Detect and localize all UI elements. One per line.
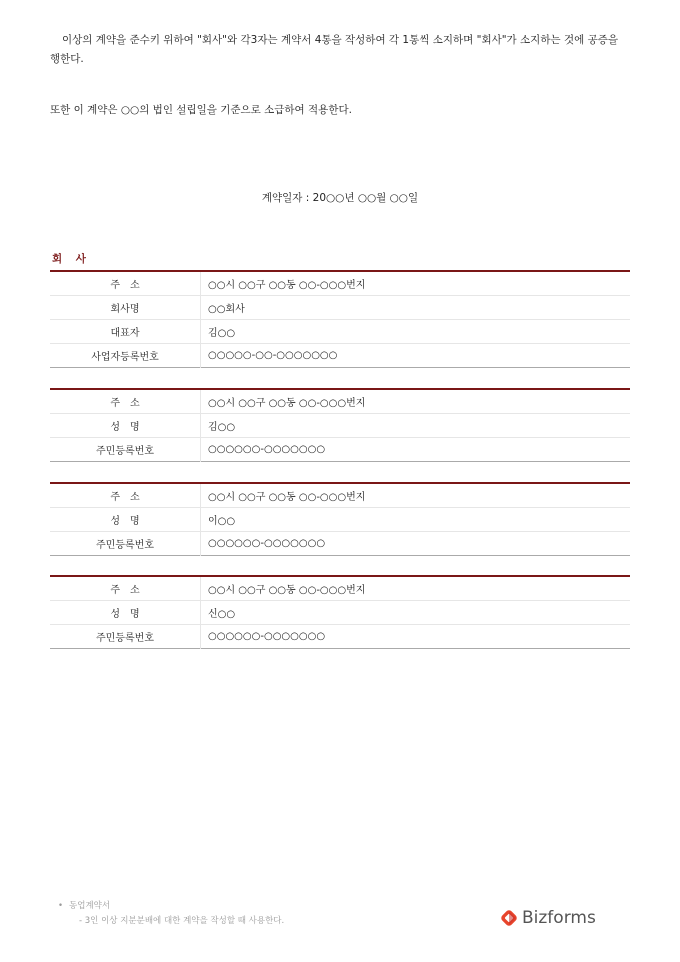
row-value: ○○시 ○○구 ○○동 ○○-○○○번지 bbox=[201, 483, 631, 508]
row-label: 성 명 bbox=[50, 414, 201, 438]
table-row bbox=[50, 344, 630, 368]
table-row bbox=[50, 625, 630, 649]
footer-title-line bbox=[58, 899, 284, 914]
row-label: 사업자등록번호 bbox=[50, 344, 201, 368]
row-value: ○○시 ○○구 ○○동 ○○-○○○번지 bbox=[201, 271, 631, 296]
row-value: 김○○ bbox=[201, 414, 631, 438]
row-value: 이○○ bbox=[201, 508, 631, 532]
contract-date: 계약일자 : 20○○년 ○○월 ○○일 bbox=[261, 192, 419, 204]
row-value: ○○○○○○-○○○○○○○ bbox=[201, 625, 631, 649]
table-row bbox=[50, 601, 630, 625]
row-label: 성 명 bbox=[50, 601, 201, 625]
row-value: 김○○ bbox=[201, 320, 631, 344]
row-value: ○○○○○○-○○○○○○○ bbox=[201, 438, 631, 462]
partner-2-info-table bbox=[50, 482, 630, 556]
row-label: 성 명 bbox=[50, 508, 201, 532]
bullet-icon: • bbox=[58, 901, 64, 911]
footer-description: - 3인 이상 지분분배에 대한 계약을 작성할 때 사용한다. bbox=[79, 916, 285, 926]
row-label: 주 소 bbox=[50, 576, 201, 601]
row-value: 신○○ bbox=[201, 601, 631, 625]
footer-note bbox=[58, 899, 284, 929]
table-row bbox=[50, 296, 630, 320]
row-value: ○○시 ○○구 ○○동 ○○-○○○번지 bbox=[201, 576, 631, 601]
closing-paragraph: 이상의 계약을 준수키 위하여 "회사"와 각3자는 계약서 4통을 작성하여 각 1통씩 소지하며 "회사"가 소지하는 것에 공증을 행한다. bbox=[50, 34, 619, 65]
row-value: ○○○○○○-○○○○○○○ bbox=[201, 532, 631, 556]
partner-3-info-table bbox=[50, 575, 630, 649]
table-row bbox=[50, 438, 630, 462]
table-row bbox=[50, 532, 630, 556]
table-row bbox=[50, 483, 630, 508]
row-label: 주민등록번호 bbox=[50, 532, 201, 556]
row-label: 주 소 bbox=[50, 389, 201, 414]
row-label: 주 소 bbox=[50, 271, 201, 296]
table-row bbox=[50, 414, 630, 438]
table-row bbox=[50, 389, 630, 414]
retroactive-clause: 또한 이 계약은 ○○의 법인 설립일을 기준으로 소급하여 적용한다. bbox=[50, 104, 352, 116]
row-value: ○○시 ○○구 ○○동 ○○-○○○번지 bbox=[201, 389, 631, 414]
bizforms-logo-text: Bizforms bbox=[522, 908, 596, 928]
row-label: 대표자 bbox=[50, 320, 201, 344]
company-info-table bbox=[50, 270, 630, 368]
section-title-company: 회 사 bbox=[52, 253, 91, 265]
table-row bbox=[50, 320, 630, 344]
partner-1-info-table bbox=[50, 388, 630, 462]
row-label: 회사명 bbox=[50, 296, 201, 320]
row-label: 주민등록번호 bbox=[50, 438, 201, 462]
bizforms-logo-icon bbox=[500, 909, 518, 927]
table-row bbox=[50, 271, 630, 296]
footer-title: 동업계약서 bbox=[69, 901, 111, 911]
bizforms-logo[interactable] bbox=[500, 907, 600, 931]
row-label: 주민등록번호 bbox=[50, 625, 201, 649]
table-row bbox=[50, 576, 630, 601]
row-label: 주 소 bbox=[50, 483, 201, 508]
row-value: ○○회사 bbox=[201, 296, 631, 320]
table-row bbox=[50, 508, 630, 532]
row-value: ○○○○○-○○-○○○○○○○ bbox=[201, 344, 631, 368]
